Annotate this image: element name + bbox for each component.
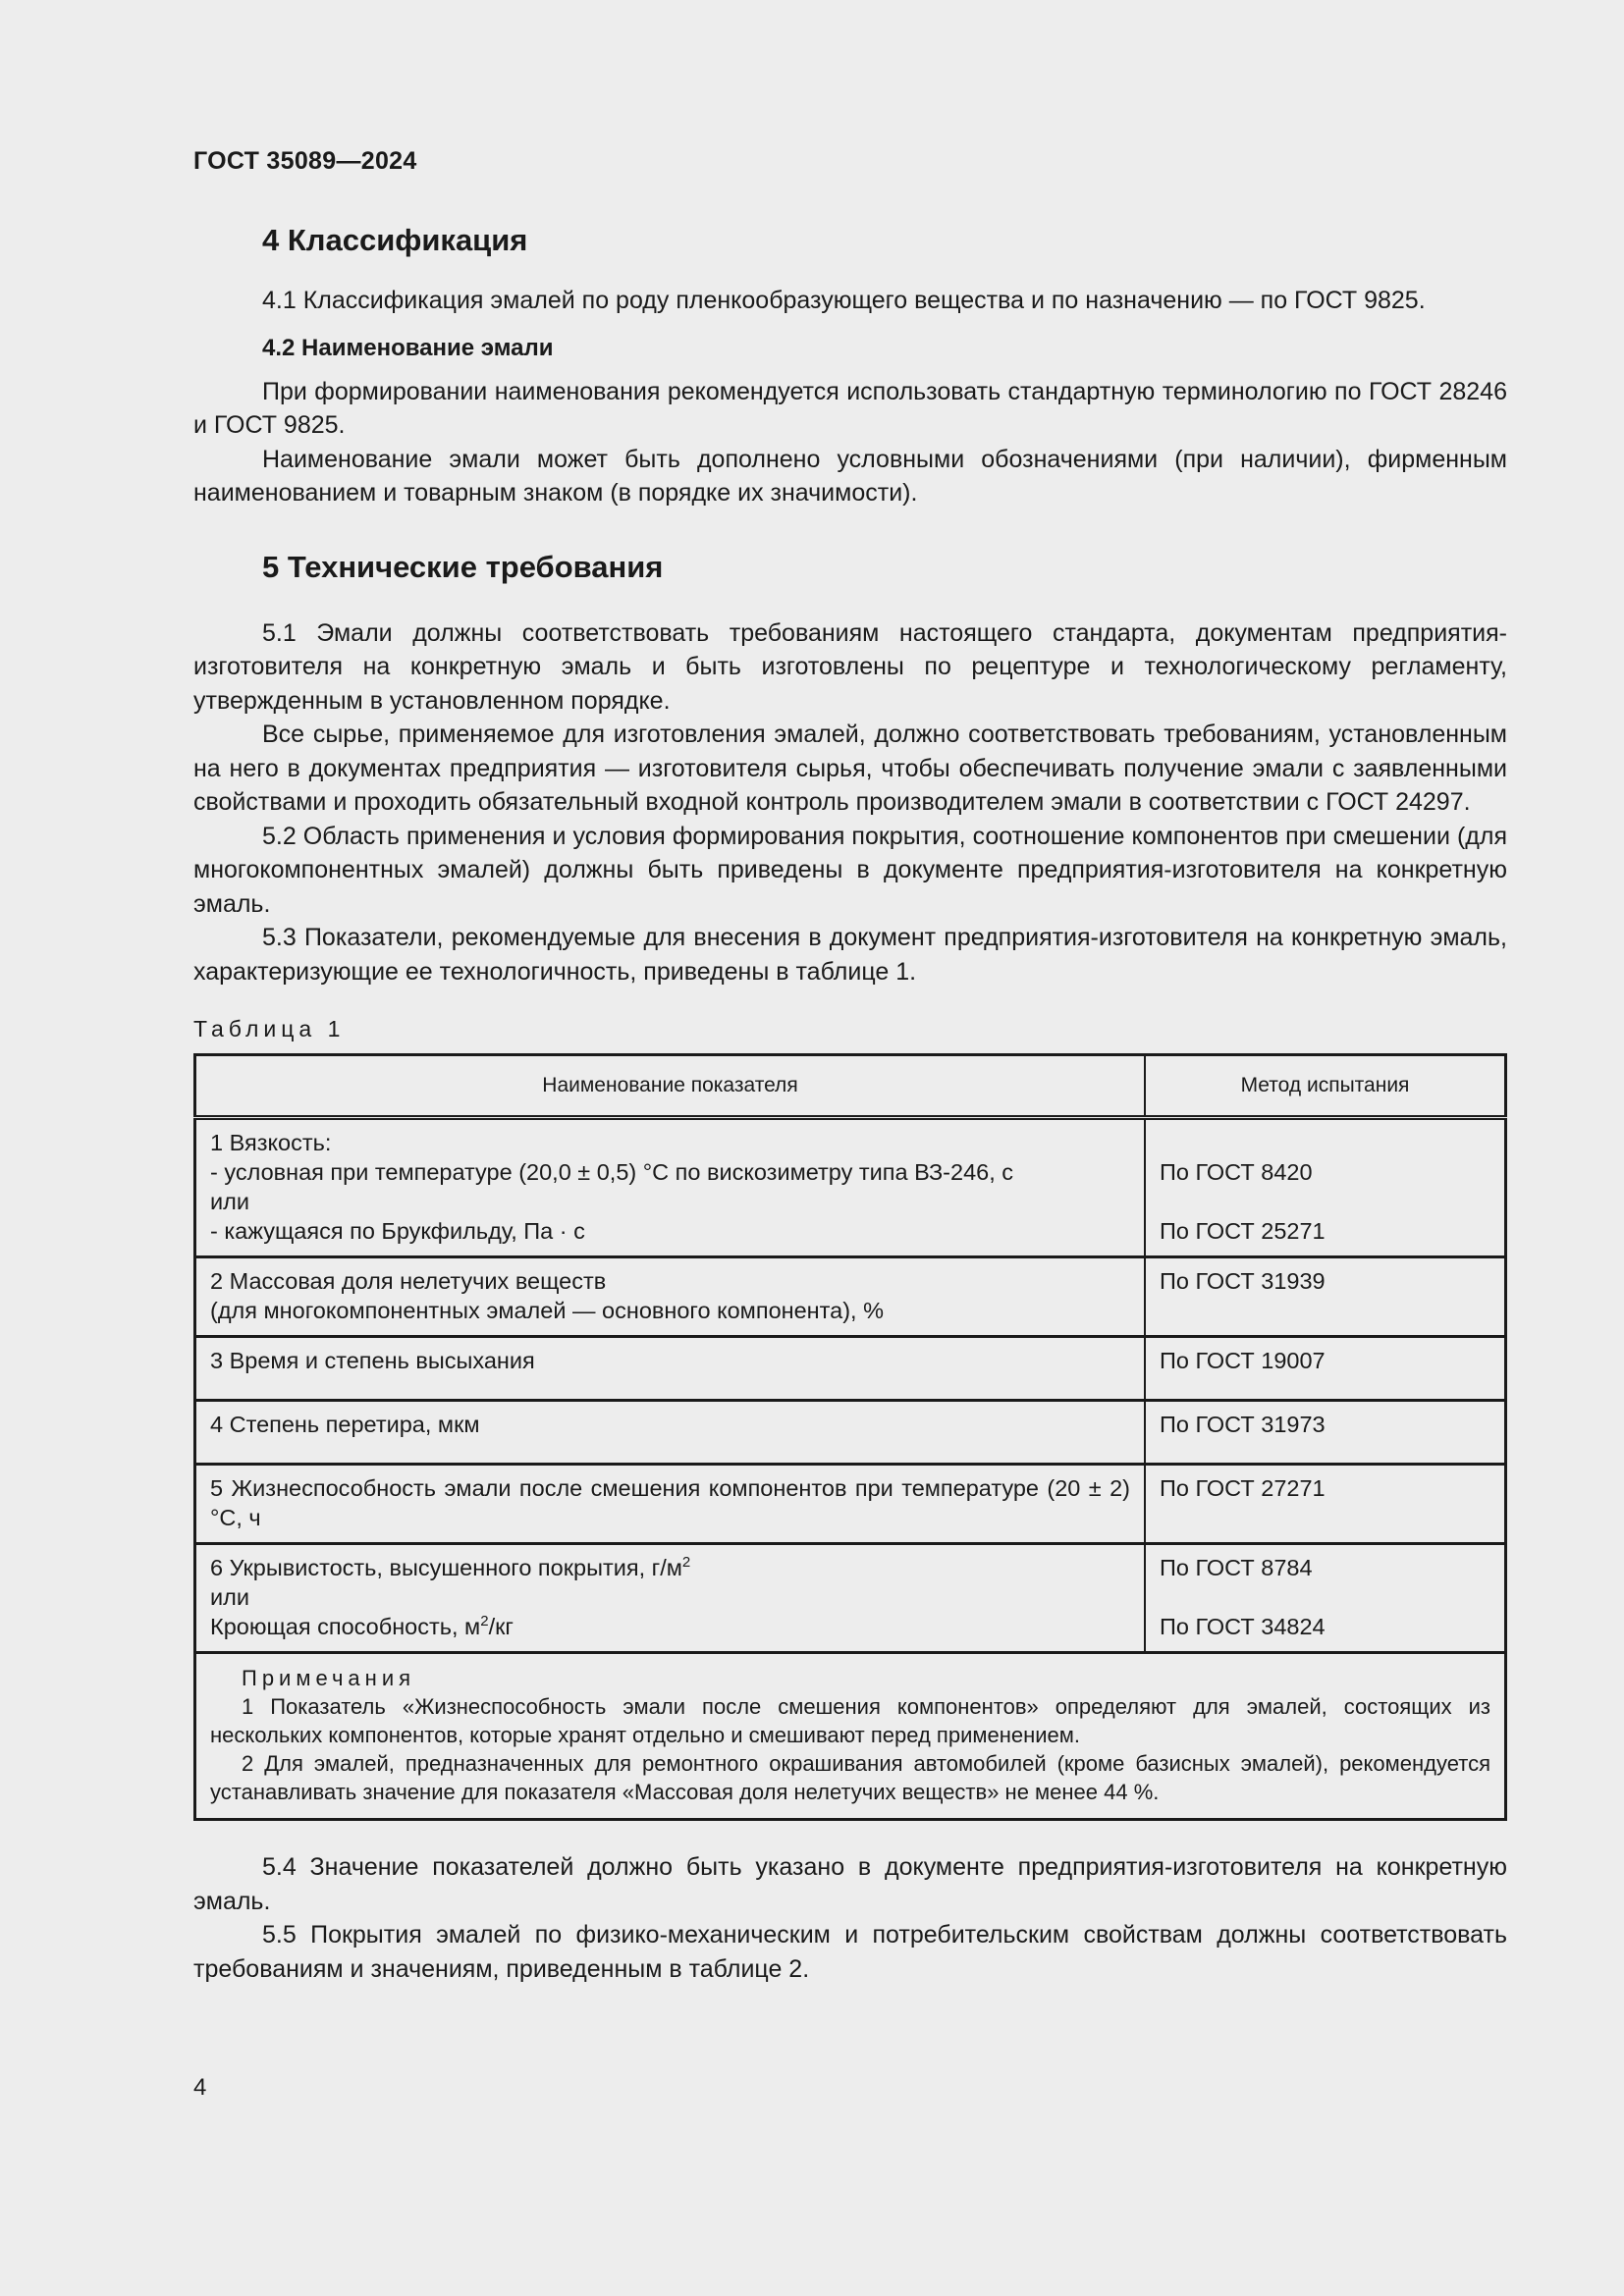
paragraph-5-5: 5.5 Покрытия эмалей по физико-механическим и потребительским свойствам должны соответствовать требованиям и значениям, приведенным в таблице 2. — [193, 1921, 1507, 1983]
paragraph-4-2-b: Наименование эмали может быть дополнено условными обозначениями (при наличии), фирменным наименованием и товарным знаком (в порядке их значимости). — [193, 445, 1507, 507]
section-4-title: 4 Классификация — [262, 223, 528, 257]
table-notes-cell — [195, 1653, 1506, 1820]
row-3-name-cell: 3 Время и степень высыхания — [195, 1337, 1146, 1401]
spacer — [1160, 1582, 1490, 1612]
document-code: ГОСТ 35089—2024 — [193, 147, 417, 175]
paragraph-5-3: 5.3 Показатели, рекомендуемые для внесения в документ предприятия-изготовителя на конкретную эмаль, характеризующие ее технологичность, приведены в таблице 1. — [193, 924, 1507, 986]
row-2-name-line: (для многокомпонентных эмалей — основного компонента), % — [210, 1298, 885, 1323]
table-row — [195, 1465, 1506, 1544]
row-6-method-a: По ГОСТ 8784 — [1160, 1555, 1313, 1580]
note-1: 1 Показатель «Жизнеспособность эмали после смешения компонентов» определяют для эмалей, состоящих из нескольких компонентов, которые хранят отдельно и смешивают перед применением. — [210, 1694, 1490, 1747]
paragraph-5-4: 5.4 Значение показателей должно быть указано в документе предприятия-изготовителя на конкретную эмаль. — [193, 1853, 1507, 1915]
paragraph-4-2-a: При формировании наименования рекомендуется использовать стандартную терминологию по ГОСТ 28246 и ГОСТ 9825. — [193, 377, 1507, 439]
page-number: 4 — [193, 2074, 207, 2101]
row-1-name-line: или — [210, 1189, 249, 1214]
row-1-name-cell — [195, 1118, 1146, 1257]
table-row — [195, 1257, 1506, 1337]
page-content — [193, 221, 1507, 1986]
row-1-name-line: - условная при температуре (20,0 ± 0,5) °C по вискозиметру типа ВЗ-246, с — [210, 1159, 1014, 1185]
row-2-method-cell: По ГОСТ 31939 — [1145, 1257, 1506, 1337]
row-2-name-line: 2 Массовая доля нелетучих веществ — [210, 1268, 607, 1294]
table-row — [195, 1118, 1506, 1257]
row-5-name-cell — [195, 1465, 1146, 1544]
row-4-method-cell: По ГОСТ 31973 — [1145, 1401, 1506, 1465]
superscript: 2 — [480, 1613, 489, 1629]
table-notes-row — [195, 1653, 1506, 1820]
superscript: 2 — [681, 1554, 691, 1571]
row-6-method-b: По ГОСТ 34824 — [1160, 1614, 1326, 1639]
note-2: 2 Для эмалей, предназначенных для ремонтного окрашивания автомобилей (кроме базисных эмалей), рекомендуется устанавливать значение для показателя «Массовая доля нелетучих веществ» не менее 44 %. — [210, 1751, 1490, 1804]
row-6-name-line-1 — [210, 1553, 1130, 1582]
paragraph-5-1-b: Все сырье, применяемое для изготовления эмалей, должно соответствовать требованиям, установленным на него в документах предприятия — изготовителя сырья, чтобы обеспечивать получение эмали с заявленными свойствами и проходить обязательный входной контроль производителем эмали в соответствии с ГОСТ 24297. — [193, 721, 1507, 816]
row-1-method-a: По ГОСТ 8420 — [1160, 1159, 1313, 1185]
table-1 — [193, 1053, 1507, 1821]
row-6-method-cell — [1145, 1544, 1506, 1653]
paragraph-5-2: 5.2 Область применения и условия формирования покрытия, соотношение компонентов при смешении (для многокомпонентных эмалей) должны быть приведены в документе предприятия-изготовителя на конкретную эмаль. — [193, 822, 1507, 918]
column-header-name: Наименование показателя — [195, 1055, 1146, 1118]
row-1-method-cell — [1145, 1118, 1506, 1257]
spacer — [1160, 1187, 1490, 1216]
table-row — [195, 1337, 1506, 1401]
row-5-name-text: 5 Жизнеспособность эмали после смешения компонентов при температуре (20 ± 2) °C, ч — [210, 1475, 1130, 1530]
notes-header: Примечания — [242, 1666, 416, 1690]
paragraph-4-1: 4.1 Классификация эмалей по роду пленкообразующего вещества и по назначению — по ГОСТ 9825. — [262, 287, 1426, 314]
row-6-line-3-unit: /кг — [488, 1614, 514, 1639]
spacer — [1160, 1128, 1490, 1157]
row-1-name-line: - кажущаяся по Брукфильду, Па · с — [210, 1218, 585, 1244]
table-row — [195, 1544, 1506, 1653]
row-2-name-cell — [195, 1257, 1146, 1337]
subsection-4-2-title: 4.2 Наименование эмали — [262, 334, 554, 361]
section-5-title: 5 Технические требования — [262, 549, 664, 584]
row-6-name-cell — [195, 1544, 1146, 1653]
row-5-method-cell: По ГОСТ 27271 — [1145, 1465, 1506, 1544]
row-6-line-1-text: 6 Укрывистость, высушенного покрытия, г/м — [210, 1555, 682, 1580]
table-1-caption: Таблица 1 — [193, 1016, 346, 1041]
row-1-method-b: По ГОСТ 25271 — [1160, 1218, 1326, 1244]
row-6-line-3-text: Кроющая способность, м — [210, 1614, 481, 1639]
paragraph-5-1-a: 5.1 Эмали должны соответствовать требованиям настоящего стандарта, документам предприятия-изготовителя на конкретную эмаль и быть изготовлены по рецептуре и технологическому регламенту, утвержденным в установленном порядке. — [193, 618, 1507, 715]
table-row — [195, 1401, 1506, 1465]
table-header-row — [195, 1055, 1506, 1118]
row-6-name-line-2: или — [210, 1584, 249, 1610]
column-header-method: Метод испытания — [1145, 1055, 1506, 1118]
row-4-name-cell: 4 Степень перетира, мкм — [195, 1401, 1146, 1465]
row-6-name-line-3 — [210, 1612, 1130, 1641]
row-1-name-line: 1 Вязкость: — [210, 1130, 332, 1155]
row-3-method-cell: По ГОСТ 19007 — [1145, 1337, 1506, 1401]
